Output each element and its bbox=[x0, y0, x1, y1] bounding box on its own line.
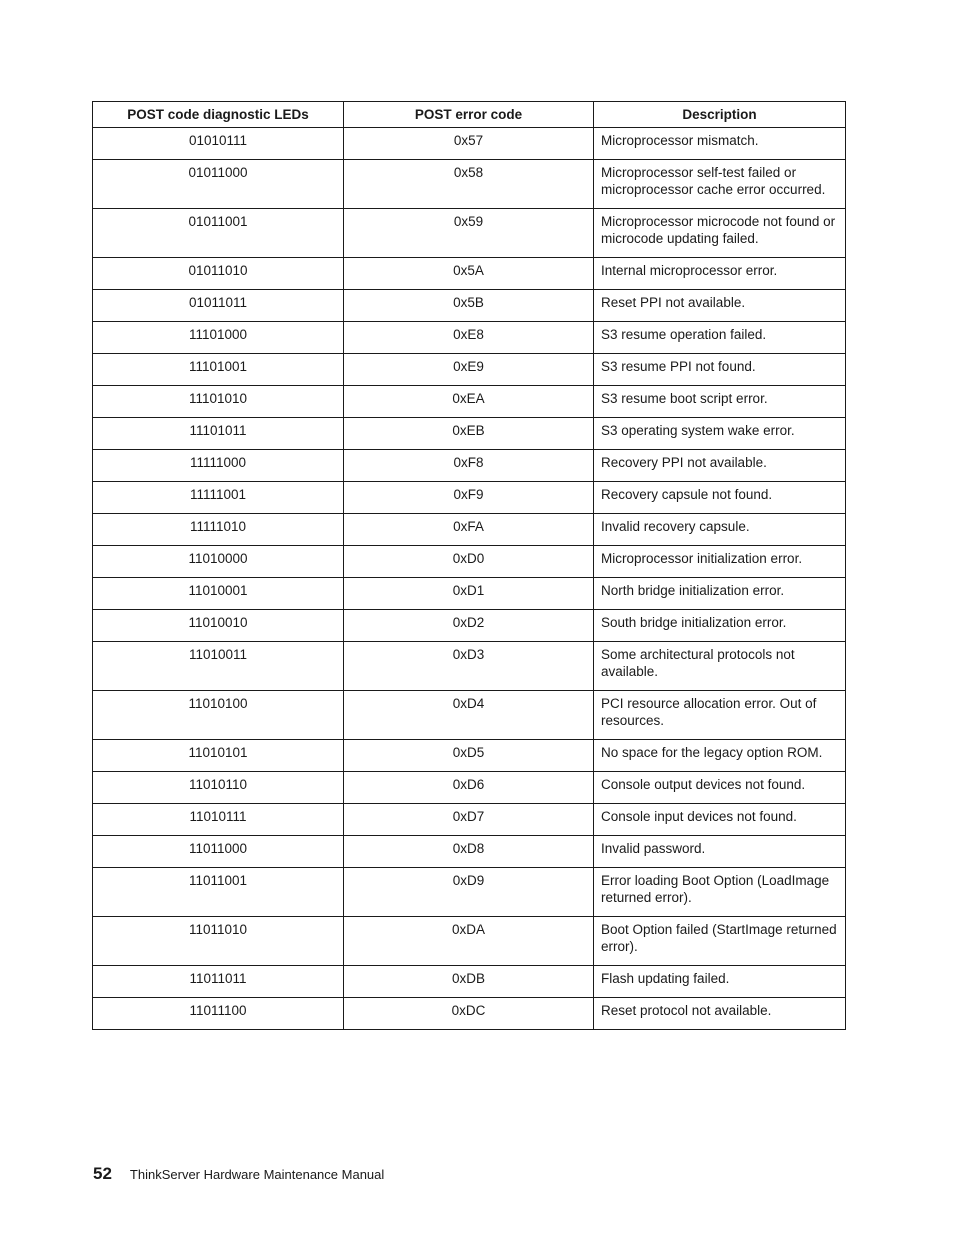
error-code-cell: 0xD2 bbox=[344, 610, 594, 642]
description-cell: S3 resume PPI not found. bbox=[594, 354, 846, 386]
description-cell: Recovery capsule not found. bbox=[594, 482, 846, 514]
error-code-cell: 0x59 bbox=[344, 209, 594, 258]
error-code-cell: 0xF8 bbox=[344, 450, 594, 482]
error-code-cell: 0xE9 bbox=[344, 354, 594, 386]
description-cell: Internal microprocessor error. bbox=[594, 258, 846, 290]
led-cell: 11010001 bbox=[93, 578, 344, 610]
table-row bbox=[93, 354, 846, 386]
table-row bbox=[93, 514, 846, 546]
error-code-cell: 0xE8 bbox=[344, 322, 594, 354]
header-error-code: POST error code bbox=[344, 102, 594, 128]
led-cell: 11101010 bbox=[93, 386, 344, 418]
led-cell: 11010000 bbox=[93, 546, 344, 578]
led-cell: 11101001 bbox=[93, 354, 344, 386]
description-cell: Console input devices not found. bbox=[594, 804, 846, 836]
led-cell: 11010110 bbox=[93, 772, 344, 804]
error-code-cell: 0xD0 bbox=[344, 546, 594, 578]
table-row bbox=[93, 450, 846, 482]
error-code-cell: 0xD9 bbox=[344, 868, 594, 917]
error-code-cell: 0xEA bbox=[344, 386, 594, 418]
table-row bbox=[93, 546, 846, 578]
led-cell: 11011000 bbox=[93, 836, 344, 868]
table-header-row bbox=[93, 102, 846, 128]
description-cell: Reset protocol not available. bbox=[594, 998, 846, 1030]
description-cell: South bridge initialization error. bbox=[594, 610, 846, 642]
table-row bbox=[93, 386, 846, 418]
description-cell: Recovery PPI not available. bbox=[594, 450, 846, 482]
page-number: 52 bbox=[93, 1164, 112, 1183]
error-code-cell: 0xD6 bbox=[344, 772, 594, 804]
led-cell: 11010111 bbox=[93, 804, 344, 836]
led-cell: 01011000 bbox=[93, 160, 344, 209]
table-row bbox=[93, 691, 846, 740]
description-cell: Some architectural protocols not available. bbox=[594, 642, 846, 691]
table-row bbox=[93, 482, 846, 514]
description-cell: Microprocessor mismatch. bbox=[594, 128, 846, 160]
table-body bbox=[93, 128, 846, 1030]
header-led: POST code diagnostic LEDs bbox=[93, 102, 344, 128]
description-cell: Microprocessor initialization error. bbox=[594, 546, 846, 578]
led-cell: 11011100 bbox=[93, 998, 344, 1030]
error-code-cell: 0xDC bbox=[344, 998, 594, 1030]
led-cell: 11111001 bbox=[93, 482, 344, 514]
error-code-cell: 0x57 bbox=[344, 128, 594, 160]
description-cell: Microprocessor self-test failed or microprocessor cache error occurred. bbox=[594, 160, 846, 209]
led-cell: 01011010 bbox=[93, 258, 344, 290]
led-cell: 11011011 bbox=[93, 966, 344, 998]
table-row bbox=[93, 804, 846, 836]
led-cell: 11011010 bbox=[93, 917, 344, 966]
error-code-cell: 0x58 bbox=[344, 160, 594, 209]
led-cell: 11010011 bbox=[93, 642, 344, 691]
led-cell: 01011011 bbox=[93, 290, 344, 322]
table-row bbox=[93, 578, 846, 610]
description-cell: North bridge initialization error. bbox=[594, 578, 846, 610]
error-code-cell: 0xEB bbox=[344, 418, 594, 450]
description-cell: Reset PPI not available. bbox=[594, 290, 846, 322]
led-cell: 11111010 bbox=[93, 514, 344, 546]
error-code-cell: 0xF9 bbox=[344, 482, 594, 514]
table-row bbox=[93, 998, 846, 1030]
led-cell: 01011001 bbox=[93, 209, 344, 258]
description-cell: Error loading Boot Option (LoadImage returned error). bbox=[594, 868, 846, 917]
table-row bbox=[93, 290, 846, 322]
description-cell: S3 operating system wake error. bbox=[594, 418, 846, 450]
led-cell: 11101000 bbox=[93, 322, 344, 354]
led-cell: 11011001 bbox=[93, 868, 344, 917]
description-cell: S3 resume operation failed. bbox=[594, 322, 846, 354]
error-code-cell: 0xD5 bbox=[344, 740, 594, 772]
table-row bbox=[93, 642, 846, 691]
error-code-cell: 0x5A bbox=[344, 258, 594, 290]
description-cell: PCI resource allocation error. Out of resources. bbox=[594, 691, 846, 740]
table-row bbox=[93, 772, 846, 804]
table-row bbox=[93, 917, 846, 966]
description-cell: S3 resume boot script error. bbox=[594, 386, 846, 418]
page-footer bbox=[93, 1164, 384, 1184]
error-code-cell: 0xD1 bbox=[344, 578, 594, 610]
post-code-table bbox=[92, 101, 846, 1030]
description-cell: Console output devices not found. bbox=[594, 772, 846, 804]
error-code-cell: 0xD3 bbox=[344, 642, 594, 691]
led-cell: 11010101 bbox=[93, 740, 344, 772]
table-row bbox=[93, 418, 846, 450]
table-row bbox=[93, 128, 846, 160]
description-cell: No space for the legacy option ROM. bbox=[594, 740, 846, 772]
description-cell: Flash updating failed. bbox=[594, 966, 846, 998]
description-cell: Microprocessor microcode not found or microcode updating failed. bbox=[594, 209, 846, 258]
led-cell: 01010111 bbox=[93, 128, 344, 160]
table-row bbox=[93, 868, 846, 917]
header-description: Description bbox=[594, 102, 846, 128]
error-code-cell: 0xD7 bbox=[344, 804, 594, 836]
error-code-cell: 0xFA bbox=[344, 514, 594, 546]
table-row bbox=[93, 610, 846, 642]
error-code-cell: 0xDA bbox=[344, 917, 594, 966]
error-code-cell: 0xD4 bbox=[344, 691, 594, 740]
table-row bbox=[93, 836, 846, 868]
error-code-cell: 0xDB bbox=[344, 966, 594, 998]
led-cell: 11111000 bbox=[93, 450, 344, 482]
led-cell: 11010100 bbox=[93, 691, 344, 740]
table-row bbox=[93, 740, 846, 772]
led-cell: 11010010 bbox=[93, 610, 344, 642]
manual-title: ThinkServer Hardware Maintenance Manual bbox=[129, 1167, 385, 1182]
error-code-cell: 0xD8 bbox=[344, 836, 594, 868]
description-cell: Invalid password. bbox=[594, 836, 846, 868]
table-row bbox=[93, 160, 846, 209]
error-code-cell: 0x5B bbox=[344, 290, 594, 322]
table-row bbox=[93, 966, 846, 998]
description-cell: Boot Option failed (StartImage returned error). bbox=[594, 917, 846, 966]
table-row bbox=[93, 209, 846, 258]
table-row bbox=[93, 322, 846, 354]
led-cell: 11101011 bbox=[93, 418, 344, 450]
table-row bbox=[93, 258, 846, 290]
description-cell: Invalid recovery capsule. bbox=[594, 514, 846, 546]
